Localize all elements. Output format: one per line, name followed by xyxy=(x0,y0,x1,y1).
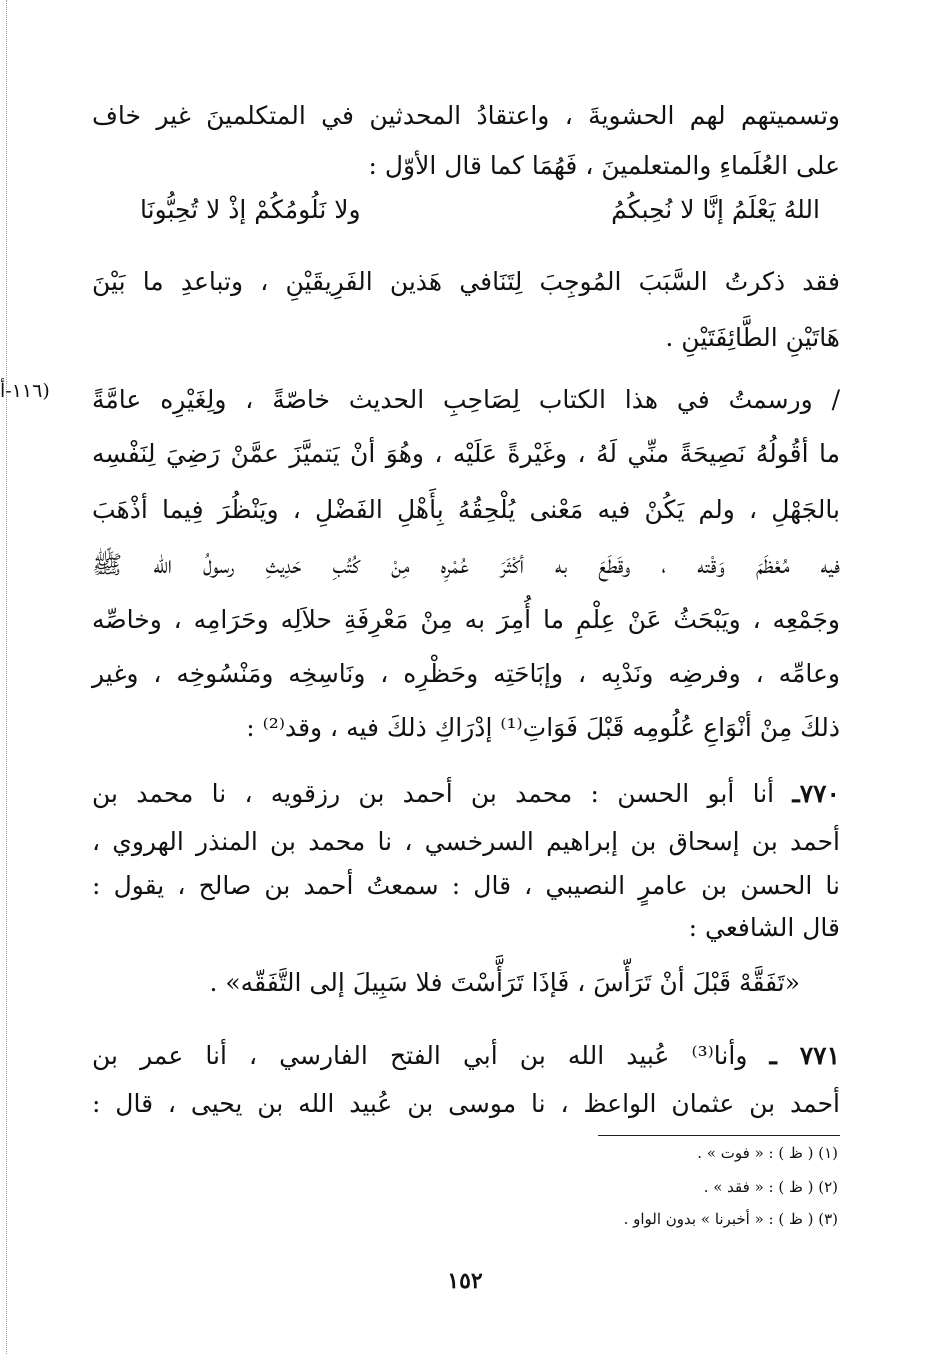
footnote-separator xyxy=(598,1135,840,1136)
text-line: فقد ذكرتُ السَّبَبَ المُوجِبَ لِتَنَافي هَذين الفَرِيقَيْنِ ، وتباعدِ ما بَيْنَ xyxy=(92,267,840,296)
text-line: وجَمْعِه ، ويَبْحَثُ عَنْ عِلْمِ ما أُمِرَ به مِنْ مَعْرِفَةِ حلاَلِه وحَرَامِه ، وخاصِّه xyxy=(92,605,840,634)
text-line: قال الشافعي : xyxy=(688,913,840,942)
verse-left-hemistich: ولا نَلُومُكُمْ إذْ لا تُحِبُّونَا xyxy=(140,195,361,224)
text-line: ذلكَ مِنْ أنْوَاعِ عُلُومِه قَبْلَ فَوَاتِ⁽¹⁾ إدْرَاكِ ذلكَ فيه ، وقد⁽²⁾ : xyxy=(246,713,840,742)
hadith-number: ٧٧٠ـ xyxy=(792,779,840,808)
text-line: أحمد بن عثمان الواعظ ، نا موسى بن عُبيد الله بن يحيى ، قال : xyxy=(92,1089,840,1118)
footnote: (٢) ( ظ ) : « فقد » . xyxy=(703,1178,838,1196)
text-line: هَاتَيْنِ الطَّائِفَتَيْنِ . xyxy=(665,323,840,352)
page-number: ١٥٢ xyxy=(447,1268,483,1294)
text-line: ما أقُولُهُ نَصِيحَةً منِّي لَهُ ، وغَيْرةً عَلَيْه ، وهُوَ أنْ يَتميَّزَ عمَّنْ رَضِيَ لِنَفْسِه xyxy=(92,439,840,468)
footnote: (١) ( ظ ) : « فوت » . xyxy=(697,1144,838,1162)
text-line: / ورسمتُ في هذا الكتاب لِصَاحِبِ الحديث خاصّةً ، ولِغَيْرِه عامَّةً xyxy=(92,385,840,414)
text-line: نا الحسن بن عامرٍ النصيبي ، قال : سمعتُ أحمد بن صالح ، يقول : xyxy=(92,871,840,900)
hadith-text: أنا أبو الحسن : محمد بن أحمد بن رزقويه ، نا محمد بن xyxy=(92,779,775,808)
scan-edge xyxy=(6,0,8,1354)
hadith-text: وأنا⁽³⁾ عُبيد الله بن أبي الفتح الفارسي ، أنا عمر بن xyxy=(92,1041,748,1070)
text-line: على العُلَماءِ والمتعلمينَ ، فَهُمَا كما قال الأوّل : xyxy=(368,151,840,180)
text-line: وعامِّه ، وفرضِه ونَدْبِه ، وإبَاحَتِه وحَظْرِه ، ونَاسِخِه ومَنْسُوخِه ، وغير xyxy=(92,659,840,688)
hadith-770-line xyxy=(92,774,840,814)
hadith-771-line xyxy=(92,1036,840,1076)
text-line: وتسميتهم لهم الحشويةَ ، واعتقادُ المحدثين في المتكلمينَ غير خاف xyxy=(92,101,840,130)
text-line: فيه مُعْظَمَ وَقْته ، وقَطَعَ به أكْثَرَ عُمْرِه مِنْ كُتُبِ حَدِيثِ رسولُ الله ﷺ xyxy=(92,550,840,579)
manuscript-folio-reference: (١١٦-أ xyxy=(0,380,50,402)
hadith-number: ٧٧١ ـ xyxy=(769,1041,841,1070)
text-line: بالجَهْلِ ، ولم يَكُنْ فيه مَعْنى يُلْحِقُهُ بِأَهْلِ الفَضْلِ ، ويَنْظُرَ فِيما أذْهَبَ xyxy=(92,495,840,524)
text-line: أحمد بن إسحاق بن إبراهيم السرخسي ، نا محمد بن المنذر الهروي ، xyxy=(92,827,840,856)
footnote: (٣) ( ظ ) : « أخبرنا » بدون الواو . xyxy=(623,1210,838,1228)
shafii-quote: «تَفَقَّهْ قَبْلَ أنْ تَرَأّسَ ، فَإذَا تَرَأَّسْتَ فلا سَبِيلَ إلى التَّفَقّه» . xyxy=(209,968,800,997)
verse-right-hemistich: اللهُ يَعْلَمُ إنَّا لا نُحِبكُمُ xyxy=(611,195,820,224)
